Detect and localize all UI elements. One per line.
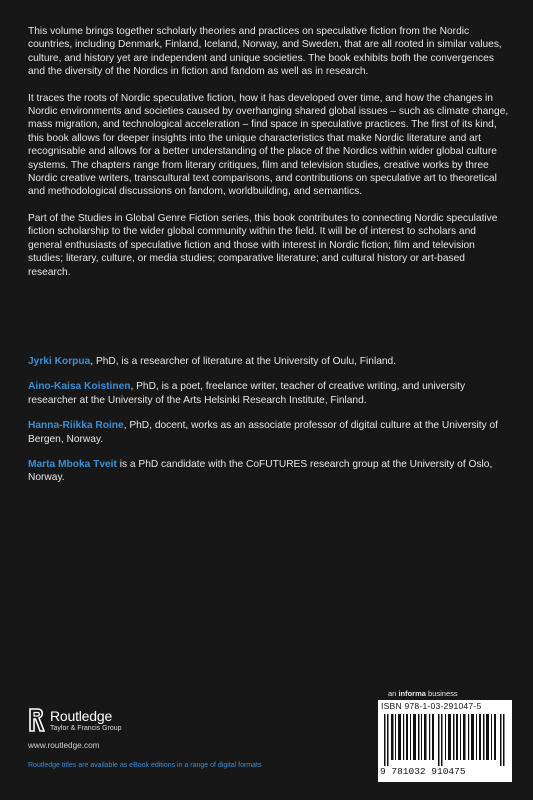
description-paragraph-2: It traces the roots of Nordic speculative fiction, how it has developed over time, and how the changes in Nordic environments and societies caused by overhanging shared global issues – such as climate change, mass migration, and technological acceleration – find space in speculative practices. The first of its kind, this book allows for deeper insights into the unique characteristics that make Nordic literature and art recognisable and allows for a better understanding of the place of the Nordics within wider global culture systems. The chapters range from literary critiques, film and television studies, creative works by three Nordic creative writers, transcultural text comparisons, and contributions on speculative art to theoretical and methodological discussions on fandom, worldbuilding, and semantics. bbox=[28, 92, 509, 198]
author-name: Aino-Kaisa Koistinen bbox=[28, 381, 131, 393]
routledge-logo-icon bbox=[28, 707, 46, 733]
author-name: Jyrki Korpua bbox=[28, 356, 91, 367]
author-bio-text: , PhD, docent, works as an associate professor of digital culture at the University of Bergen, Norway. bbox=[28, 420, 498, 445]
barcode-digits: 9 781032 910475 bbox=[380, 766, 466, 777]
author-name: Marta Mboka Tveit bbox=[28, 459, 117, 471]
author-bio-text: , PhD, is a poet, freelance writer, teacher of creative writing, and university researcher at the University of the Arts Helsinki Research Institute, Finland. bbox=[28, 381, 466, 406]
informa-prefix: an bbox=[388, 689, 399, 698]
ebook-availability-note: Routledge titles are available as eBook editions in a range of digital formats bbox=[28, 762, 262, 769]
description-paragraph-3: Part of the Studies in Global Genre Fiction series, this book contributes to connecting Nordic speculative fiction scholarship to the wider global community within the field. It will be of interest to scholars and general enthusiasts of speculative fiction and those with interest in Nordic fiction; film and television studies; literary, culture, or media studies; comparative literature; and cultural history or art-based research. bbox=[28, 212, 498, 278]
publisher-name: Routledge bbox=[50, 708, 113, 724]
publisher-url[interactable]: www.routledge.com bbox=[28, 741, 100, 750]
author-bio-text: , PhD, is a researcher of literature at the University of Oulu, Finland. bbox=[90, 356, 397, 367]
author-name: Hanna-Riikka Roine bbox=[28, 420, 124, 432]
author-bio-text: is a PhD candidate with the CoFUTURES research group at the University of Oslo, Norway. bbox=[28, 459, 493, 484]
publisher-group: Taylor & Francis Group bbox=[50, 725, 122, 732]
informa-suffix: business bbox=[425, 689, 458, 698]
author-bio bbox=[28, 380, 510, 407]
barcode bbox=[378, 700, 512, 782]
isbn-label: ISBN 978-1-03-291047-5 bbox=[381, 701, 482, 711]
barcode-bars bbox=[384, 714, 506, 766]
description-paragraph-1: This volume brings together scholarly theories and practices on speculative fiction from the Nordic countries, including Denmark, Finland, Iceland, Norway, and Sweden, that are all rooted in similar values, culture, and history yet are independent and unique societies. The book exhibits both the convergences and the diversity of the Nordics in fiction and fandom as well as in research. bbox=[28, 26, 502, 78]
author-bio bbox=[28, 458, 510, 485]
author-bio bbox=[28, 355, 510, 368]
author-bio bbox=[28, 419, 510, 446]
description-block bbox=[28, 25, 510, 292]
informa-word: informa bbox=[398, 689, 426, 698]
author-bios bbox=[28, 355, 510, 497]
informa-business-label bbox=[388, 689, 458, 698]
